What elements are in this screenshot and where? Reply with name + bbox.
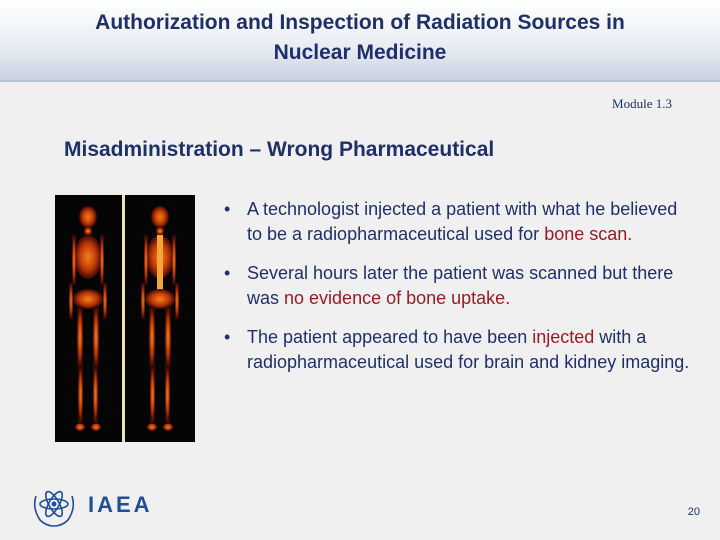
module-label: Module 1.3 [612,96,672,111]
bullet-item [222,325,692,375]
bullet-marker: • [224,327,231,347]
scan-divider [122,195,125,442]
atom-laurel-icon [28,482,80,530]
bullet-item [222,197,692,247]
bullet-highlight: bone scan. [544,224,633,244]
header-title-line2: Nuclear Medicine [273,41,447,64]
bone-scan-image [55,195,195,442]
scan-figure-anterior [69,206,107,431]
header-title [20,8,700,68]
bullet-item [222,261,692,311]
slide-title: Misadministration – Wrong Pharmaceutical [64,138,495,161]
scan-figure-posterior [141,206,179,431]
bullet-tail: with a radiopharmaceutical used for brain and kidney imaging. [247,327,690,372]
bullet-marker: • [224,199,231,219]
iaea-logo [28,482,168,530]
page-number: 20 [687,506,700,518]
bullet-marker: • [224,263,231,283]
bullet-text: A technologist injected a patient with what he believed to be a radiopharmaceutical used for [247,199,678,244]
bullet-list [222,197,692,389]
bone-scan-graphic [55,195,195,442]
bullet-highlight: no evidence of bone uptake. [284,288,511,308]
header-title-line1: Authorization and Inspection of Radiation Sources in [95,11,625,34]
bullet-highlight: injected [532,327,595,347]
bullet-text: Several hours later the patient was scanned but there was [247,263,674,308]
slide-header [0,0,720,82]
bullet-text: The patient appeared to have been [247,327,533,347]
logo-text: IAEA [88,492,153,517]
